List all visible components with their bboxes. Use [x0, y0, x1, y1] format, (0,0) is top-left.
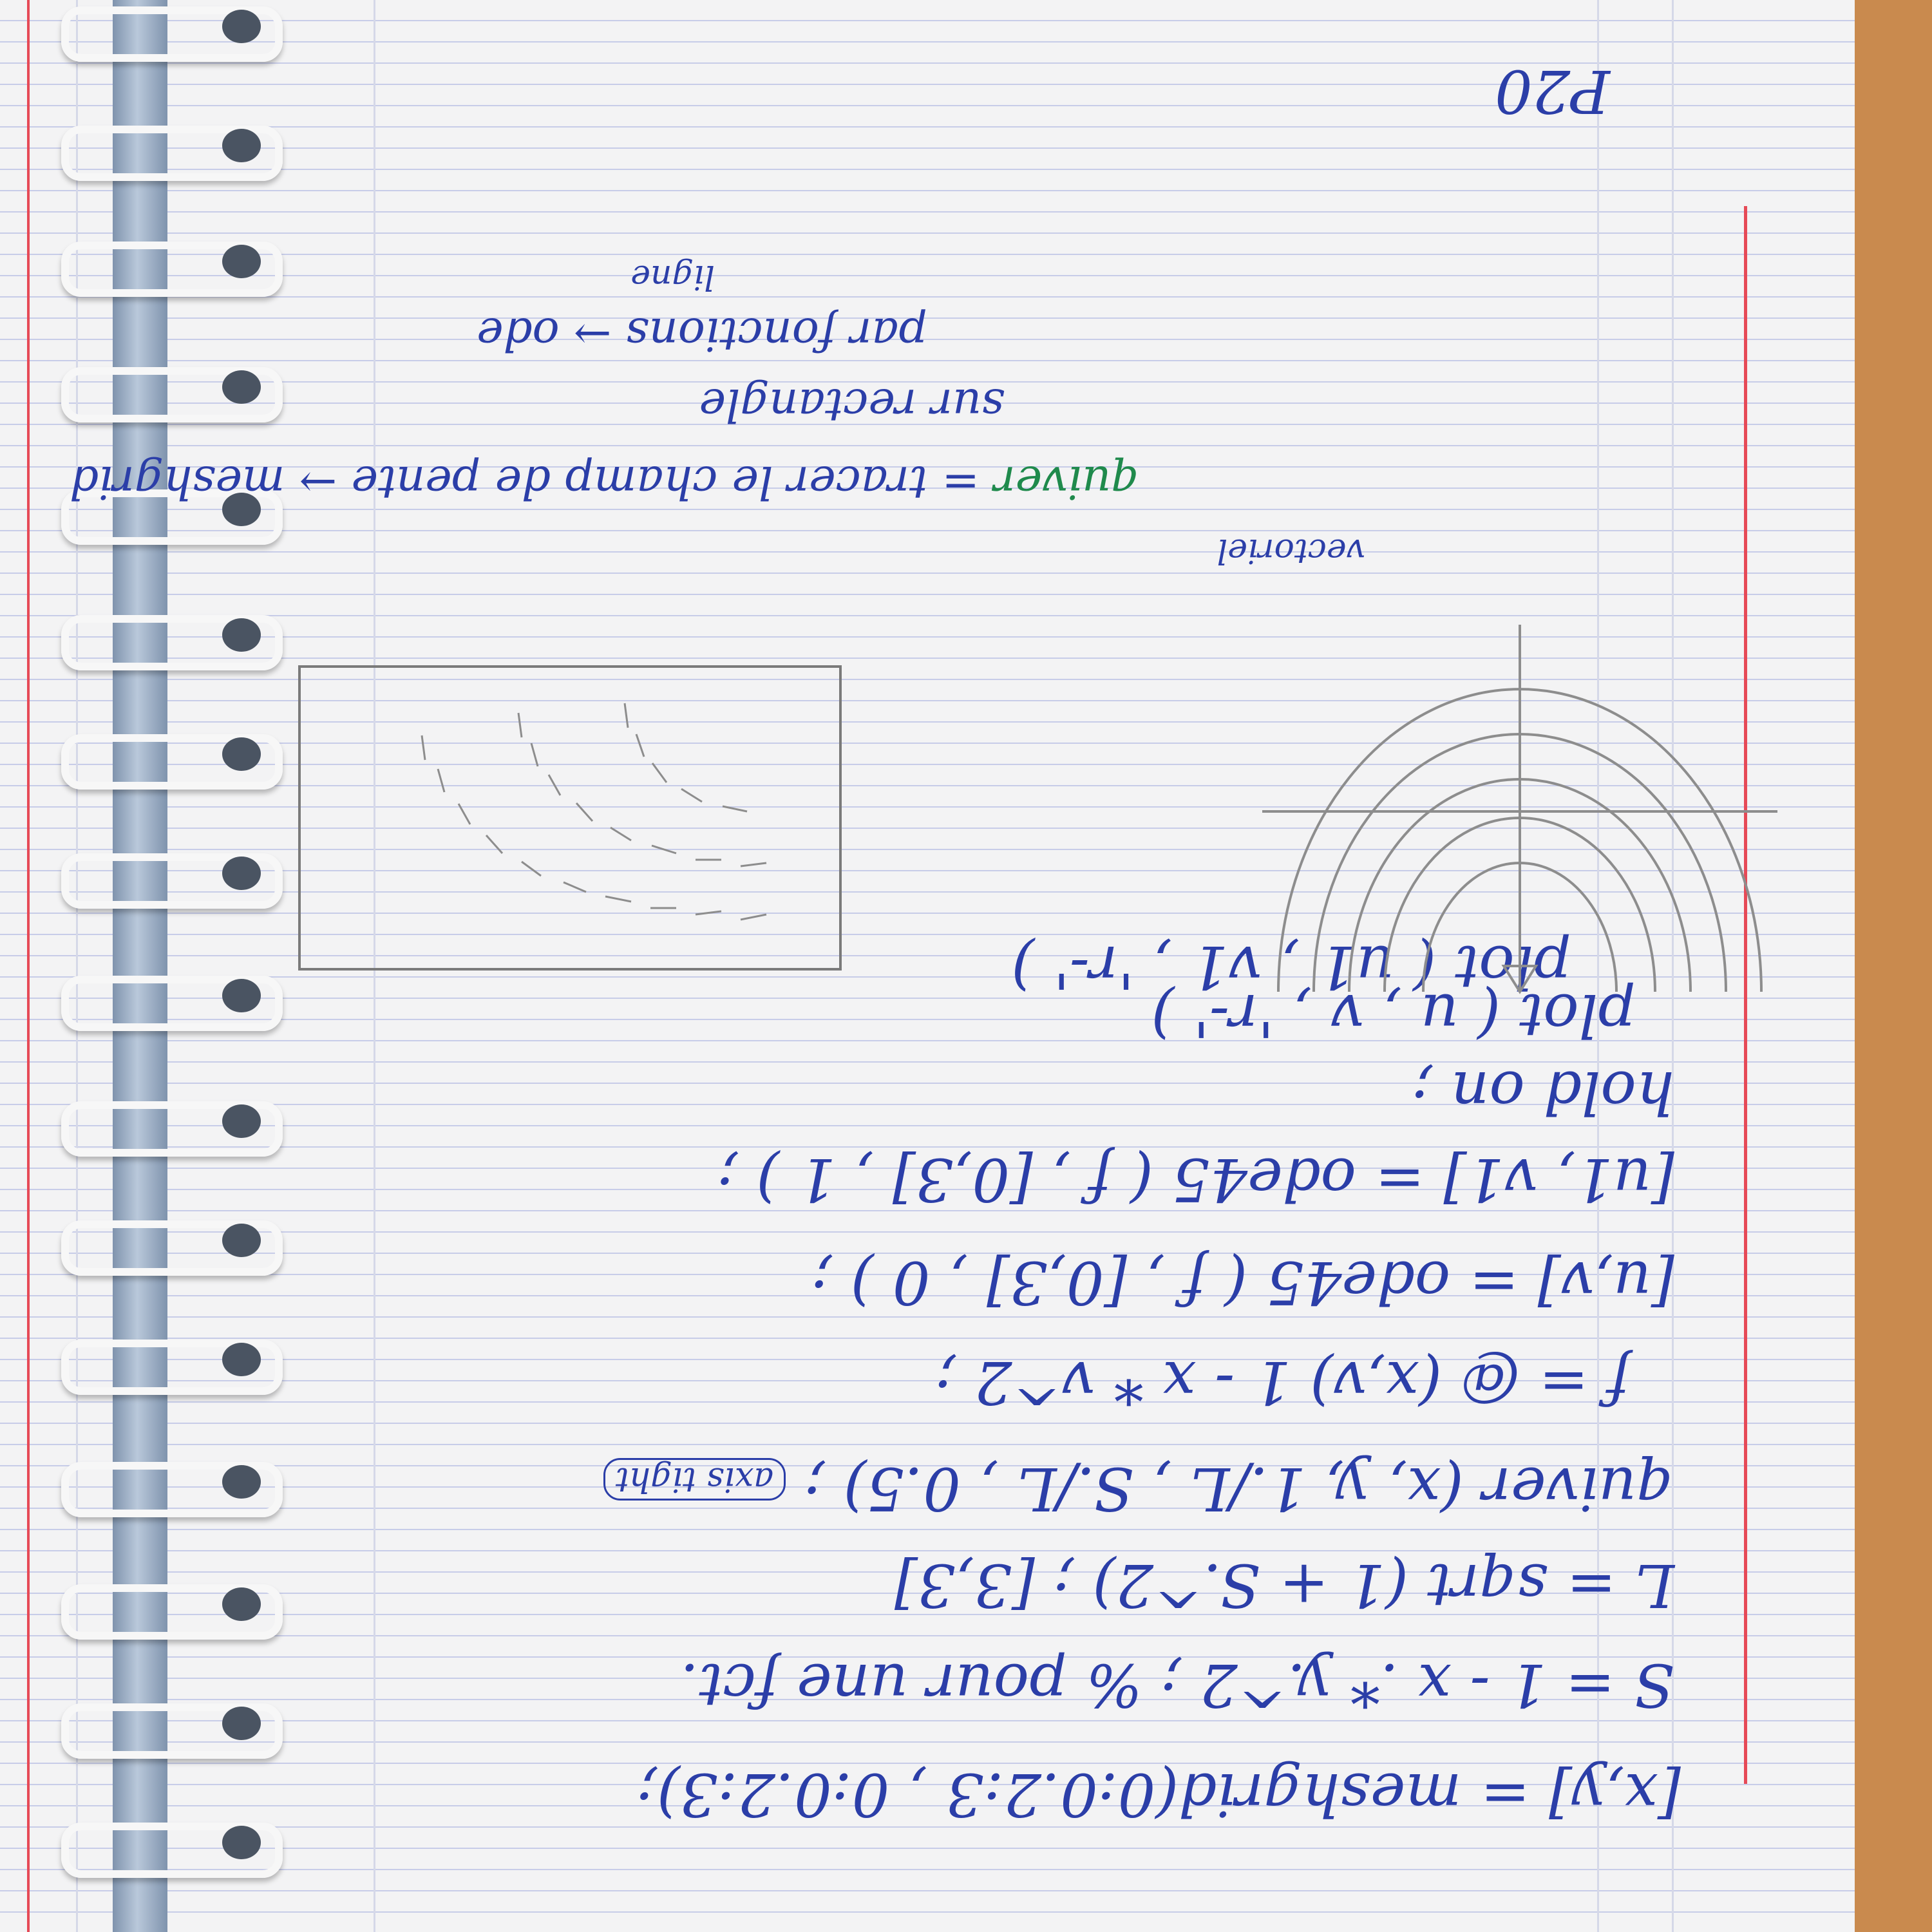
quiver-note-line-5: ligne — [630, 258, 715, 296]
quiver-note-line-1 — [70, 456, 1140, 509]
code-line-2: S = 1 - x .* y.^2 ; % pour une fct. — [680, 1651, 1674, 1719]
code-line-10: plot ( u1 , v1 , 'r-' ) — [1011, 933, 1571, 1001]
field-arrow — [459, 804, 470, 824]
field-arrow — [422, 735, 425, 760]
quiver-call: quiver (x, y, 1./L , S./L , 0.5) ; — [804, 1454, 1674, 1523]
boxed-note: axis tight — [603, 1458, 786, 1501]
code-line-6: [u,v] = ode45 ( f , [0,3] , 0 ) ; — [811, 1248, 1674, 1317]
code-line-5: f = @ (x,v) 1 - x * v^2 ; — [935, 1348, 1629, 1417]
code-line-1: [x,y] = meshgrid(0:0.2:3 , 0:0.2:3); — [636, 1760, 1681, 1829]
field-arrow — [549, 775, 560, 795]
field-arrow — [741, 914, 766, 920]
page-number: P20 — [1495, 57, 1610, 126]
field-arrow — [636, 734, 644, 757]
code-line-4 — [603, 1454, 1674, 1523]
field-arrow — [741, 863, 766, 866]
field-arrow — [564, 882, 586, 892]
code-line-8: hold on ; — [1412, 1058, 1674, 1127]
field-arrow — [652, 846, 676, 853]
code-line-7: [u1, v1] = ode45 ( f , [0,3] , 1 ) ; — [717, 1145, 1674, 1214]
direction-field-sketch — [296, 663, 844, 972]
quiver-note-line-4: vectoriel — [1217, 531, 1365, 570]
field-arrow — [518, 713, 522, 737]
field-arrow — [522, 862, 541, 876]
field-arrow — [531, 743, 538, 766]
field-arrow — [576, 803, 592, 821]
quiver-note-line-3: par fonctions → ode — [477, 308, 927, 361]
field-arrow — [438, 769, 444, 792]
quiver-note-label: quiver — [994, 456, 1140, 509]
field-arrow — [486, 835, 502, 853]
field-arrow — [723, 806, 747, 811]
code-line-3: L = sqrt (1 + S.^2) ; [3,3] — [894, 1551, 1674, 1620]
code-line-9: plot ( u , v , 'r-' ) — [1151, 981, 1636, 1050]
field-arrow — [681, 789, 702, 802]
field-arrow — [625, 703, 628, 728]
quiver-note-line-2: sur rectangle — [699, 379, 1005, 431]
direction-field-frame — [299, 667, 840, 969]
arcs-sketch — [1236, 618, 1790, 1030]
field-arrow — [605, 896, 631, 902]
field-arrow — [611, 828, 631, 840]
quiver-note-text: = tracer le champ de pente → meshgrid — [70, 456, 980, 509]
field-arrow — [696, 911, 721, 914]
field-arrow — [652, 763, 667, 782]
